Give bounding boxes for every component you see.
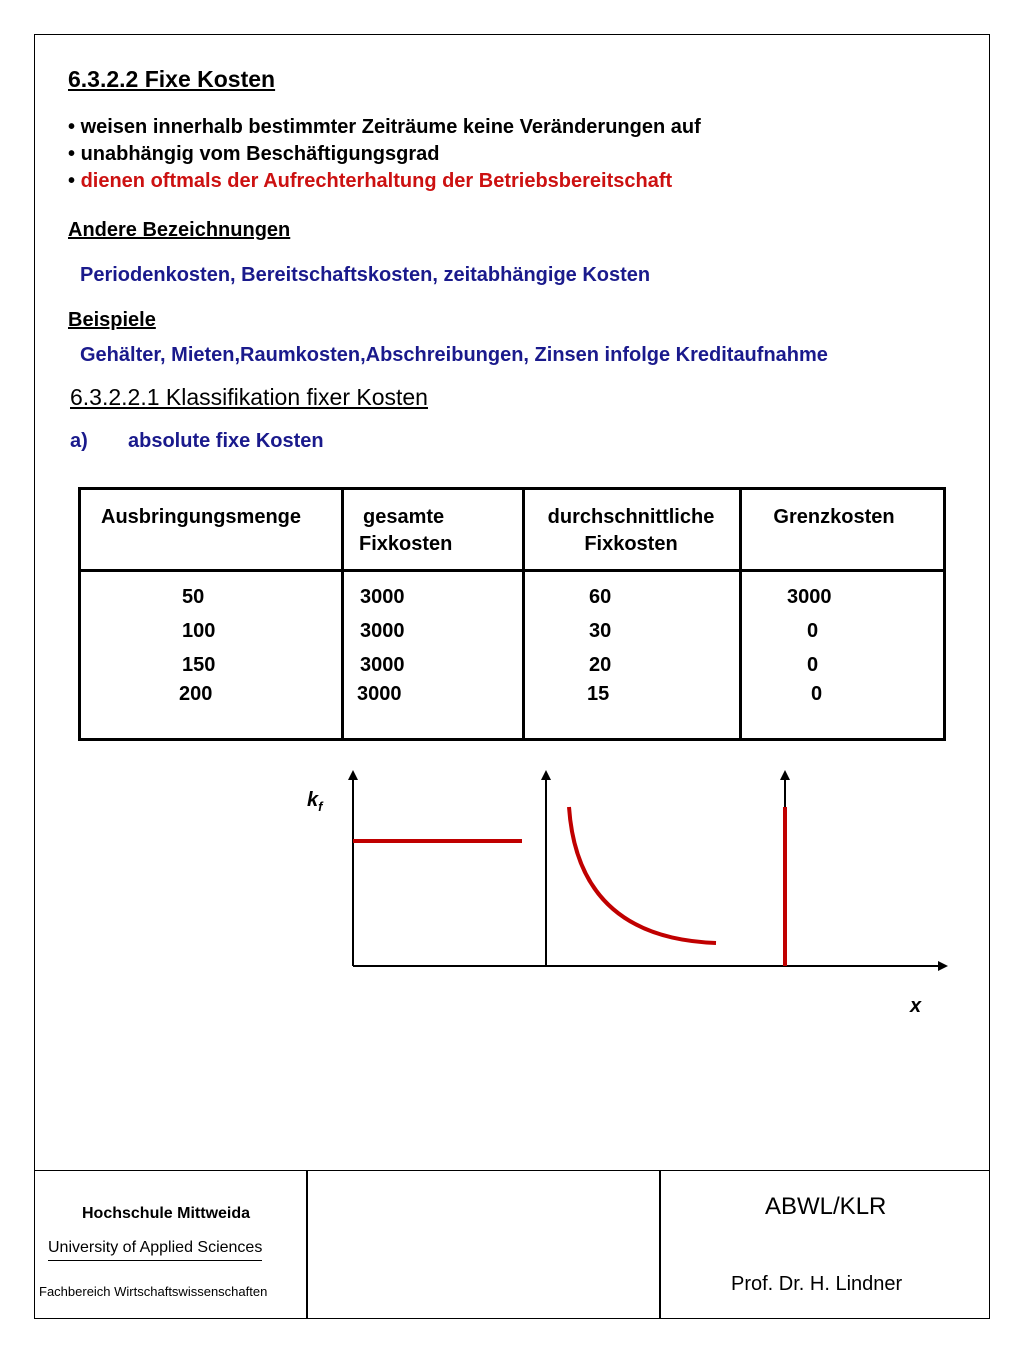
table-cell: 3000 — [360, 654, 405, 676]
other-names-heading: Andere Bezeichnungen — [68, 219, 291, 241]
table-cell: 30 — [589, 620, 612, 642]
bullet-text: unabhängig vom Beschäftigungsgrad — [80, 143, 440, 165]
school-name: Hochschule Mittweida — [82, 1205, 251, 1222]
table-cell: 60 — [589, 586, 612, 608]
header-line: durchschnittliche — [547, 506, 715, 528]
table-header-output — [101, 504, 331, 531]
course-name: ABWL/KLR — [765, 1193, 887, 1220]
table-column-divider — [341, 490, 344, 738]
table-cell: 0 — [811, 683, 823, 705]
fixed-cost-diagram — [300, 770, 960, 1030]
subsection-item — [70, 430, 324, 453]
bullet-item — [68, 170, 672, 193]
table-cell: 3000 — [360, 586, 405, 608]
bullet-dot: • — [68, 170, 81, 192]
table-cell: 200 — [179, 683, 213, 705]
bullet-text-highlight: dienen oftmals der Aufrechterhaltung der Betriebsbereitschaft — [80, 170, 673, 192]
bullet-dot: • — [68, 116, 81, 138]
table-cell: 50 — [182, 586, 205, 608]
table-header-total-fixed — [347, 504, 477, 558]
table-cell: 150 — [182, 654, 216, 676]
y-axis-label — [307, 789, 324, 814]
table-cell: 3000 — [360, 620, 405, 642]
average-fixed-cost-curve — [569, 807, 716, 943]
bullet-item — [68, 143, 439, 166]
header-line: Ausbringungsmenge — [101, 506, 302, 528]
bullet-dot: • — [68, 143, 81, 165]
department-name: Fachbereich Wirtschaftswissenschaften — [39, 1284, 268, 1299]
examples-text: Gehälter, Mieten,Raumkosten,Abschreibungen, Zinsen infolge Kreditaufnahme — [80, 344, 828, 366]
header-line: Grenzkosten — [773, 506, 895, 528]
y-axis-label-sub: f — [318, 799, 323, 814]
header-line: Fixkosten — [584, 533, 678, 555]
fixed-cost-table — [78, 487, 946, 741]
bullet-item — [68, 116, 701, 139]
header-line: gesamte — [363, 506, 445, 528]
table-cell: 3000 — [787, 586, 832, 608]
subsection-title: 6.3.2.2.1 Klassifikation fixer Kosten — [70, 384, 428, 410]
examples-heading: Beispiele — [68, 309, 156, 331]
table-cell: 0 — [807, 654, 819, 676]
item-text: absolute fixe Kosten — [128, 430, 324, 452]
other-names-text: Periodenkosten, Bereitschaftskosten, zeitabhängige Kosten — [80, 264, 651, 286]
item-label: a) — [70, 430, 88, 452]
footer — [34, 1170, 990, 1319]
footer-divider — [659, 1171, 661, 1319]
table-header-marginal — [749, 504, 919, 531]
school-subtitle: University of Applied Sciences — [48, 1239, 262, 1261]
header-line: Fixkosten — [359, 533, 453, 555]
table-cell: 3000 — [357, 683, 402, 705]
section-title: 6.3.2.2 Fixe Kosten — [68, 66, 276, 92]
table-cell: 15 — [587, 683, 610, 705]
table-header-average-fixed — [531, 504, 731, 558]
y-axis-label-main: k — [307, 789, 319, 811]
table-header-divider — [81, 569, 943, 572]
footer-divider — [306, 1171, 308, 1319]
x-axis-label: x — [910, 995, 922, 1017]
table-cell: 20 — [589, 654, 612, 676]
table-column-divider — [739, 490, 742, 738]
table-cell: 0 — [807, 620, 819, 642]
professor-name: Prof. Dr. H. Lindner — [731, 1273, 903, 1295]
table-column-divider — [522, 490, 525, 738]
table-cell: 100 — [182, 620, 216, 642]
bullet-text: weisen innerhalb bestimmter Zeiträume keine Veränderungen auf — [80, 116, 701, 138]
